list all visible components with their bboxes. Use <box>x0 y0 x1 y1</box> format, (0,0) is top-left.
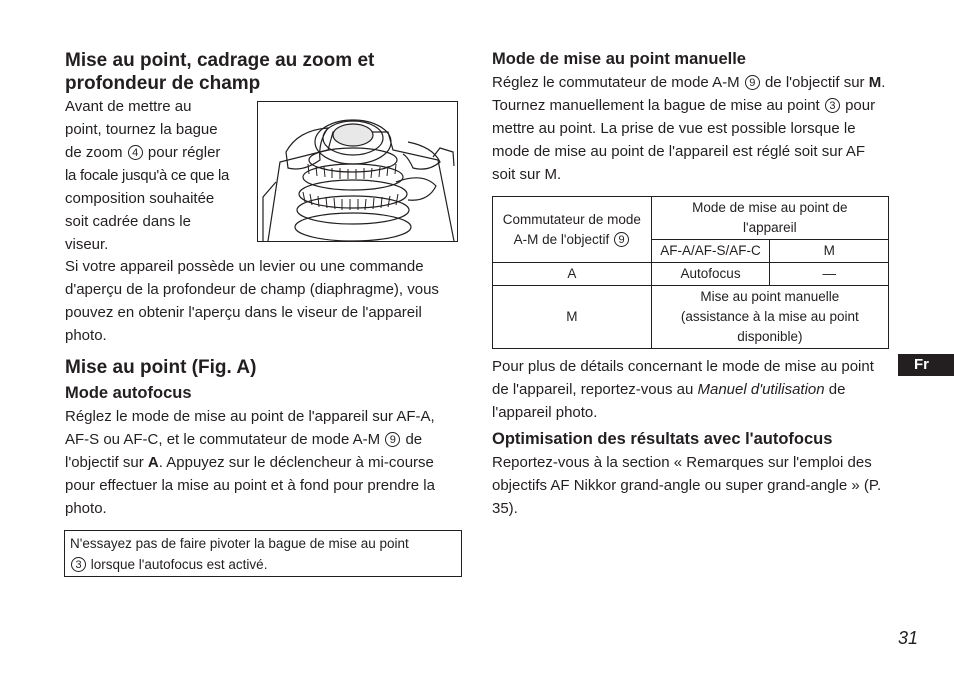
table-cell: — <box>770 263 889 286</box>
optimization-paragraph: Reportez-vous à la section « Remarques sur l'emploi des objectifs AF Nikkor grand-angle ou super grand-angle » (P. 35). <box>492 454 882 517</box>
text-fragment: Pour plus de détails concernant le mode de mise au point de l'appareil, reportez-vous au <box>492 358 874 398</box>
details-paragraph <box>492 355 892 424</box>
lens-illustration <box>257 101 458 242</box>
section-title-zoom-focus: Mise au point, cadrage au zoom et profondeur de champ <box>65 50 375 94</box>
text-line: Avant de mettre au <box>65 98 192 115</box>
autofocus-paragraph <box>65 405 460 520</box>
focus-mode-table <box>492 196 889 349</box>
subsection-autofocus: Mode autofocus <box>65 384 192 402</box>
text-line <box>65 141 250 164</box>
zoom-instructions <box>65 95 250 256</box>
table-cell: Autofocus <box>651 263 770 286</box>
text-fragment: de l'objectif sur <box>764 74 865 91</box>
autofocus-warning-note <box>64 530 462 577</box>
subsection-manual-focus: Mode de mise au point manuelle <box>492 50 746 68</box>
text-fragment: Commutateur de mode A-M de l'objectif <box>502 211 641 247</box>
table-header-camera-mode: Mode de mise au point de l'appareil <box>651 197 888 240</box>
text-fragment: lorsque l'autofocus est activé. <box>90 557 268 572</box>
dof-paragraph: Si votre appareil possède un levier ou une commande d'aperçu de la profondeur de champ (diaphragme), vous pouvez en obtenir l'aperçu dans le viseur de l'appareil photo. <box>65 258 439 344</box>
text-fragment: . Tournez manuellement la bague de mise au point <box>492 74 886 114</box>
text-line: composition souhaitée <box>65 190 215 207</box>
text-line: la focale jusqu'à ce que la <box>65 167 230 184</box>
text-fragment: N'essayez pas de faire pivoter la bague de mise au point <box>70 536 409 551</box>
text-fragment: . Appuyez sur le déclencheur à mi-course pour effectuer la mise au point et à fond pour prendre la photo. <box>65 454 435 517</box>
table-row <box>493 286 889 349</box>
manual-focus-paragraph <box>492 71 890 186</box>
callout-number-4: 4 <box>128 145 143 160</box>
text-line: point, tournez la bague <box>65 121 218 138</box>
text-fragment: Réglez le mode de mise au point de l'appareil sur AF-A, AF-S ou AF-C, et le commutateur de mode A-M <box>65 408 435 448</box>
text-fragment: pour régler <box>147 144 221 161</box>
page-number: 31 <box>898 628 919 648</box>
manual-reference: Manuel d'utilisation <box>697 381 825 398</box>
text-line: viseur. <box>65 236 109 253</box>
table-row <box>493 197 889 240</box>
text-fragment: de l'appareil photo. <box>492 381 846 421</box>
text-fragment: de zoom <box>65 144 123 161</box>
language-tab: Fr <box>898 354 954 376</box>
table-header-switch <box>493 197 652 263</box>
callout-number-9: 9 <box>614 232 629 247</box>
bold-mode-letter: M <box>868 74 882 91</box>
text-line: soit cadrée dans le <box>65 213 191 230</box>
lens-drawing <box>258 102 457 241</box>
table-row <box>493 263 889 286</box>
callout-number-9: 9 <box>745 75 760 90</box>
text-fragment: Réglez le commutateur de mode A-M <box>492 74 740 91</box>
callout-number-3: 3 <box>825 98 840 113</box>
callout-number-3: 3 <box>71 557 86 572</box>
table-cell: Mise au point manuelle (assistance à la mise au point disponible) <box>651 286 888 349</box>
subsection-autofocus-optimization: Optimisation des résultats avec l'autofocus <box>492 430 833 448</box>
bold-mode-letter: A <box>147 454 159 471</box>
table-header-m: M <box>770 240 889 263</box>
table-cell: A <box>493 263 652 286</box>
text-fragment: pour mettre au point. La prise de vue est possible lorsque le mode de mise au point de l'appareil est réglé soit sur AF soit sur M. <box>492 97 876 183</box>
table-cell: M <box>493 286 652 349</box>
callout-number-9: 9 <box>385 432 400 447</box>
table-header-af: AF-A/AF-S/AF-C <box>651 240 770 263</box>
text-fragment: de l'objectif sur <box>65 431 423 471</box>
section-title-focus-fig-a: Mise au point (Fig. A) <box>65 357 257 378</box>
